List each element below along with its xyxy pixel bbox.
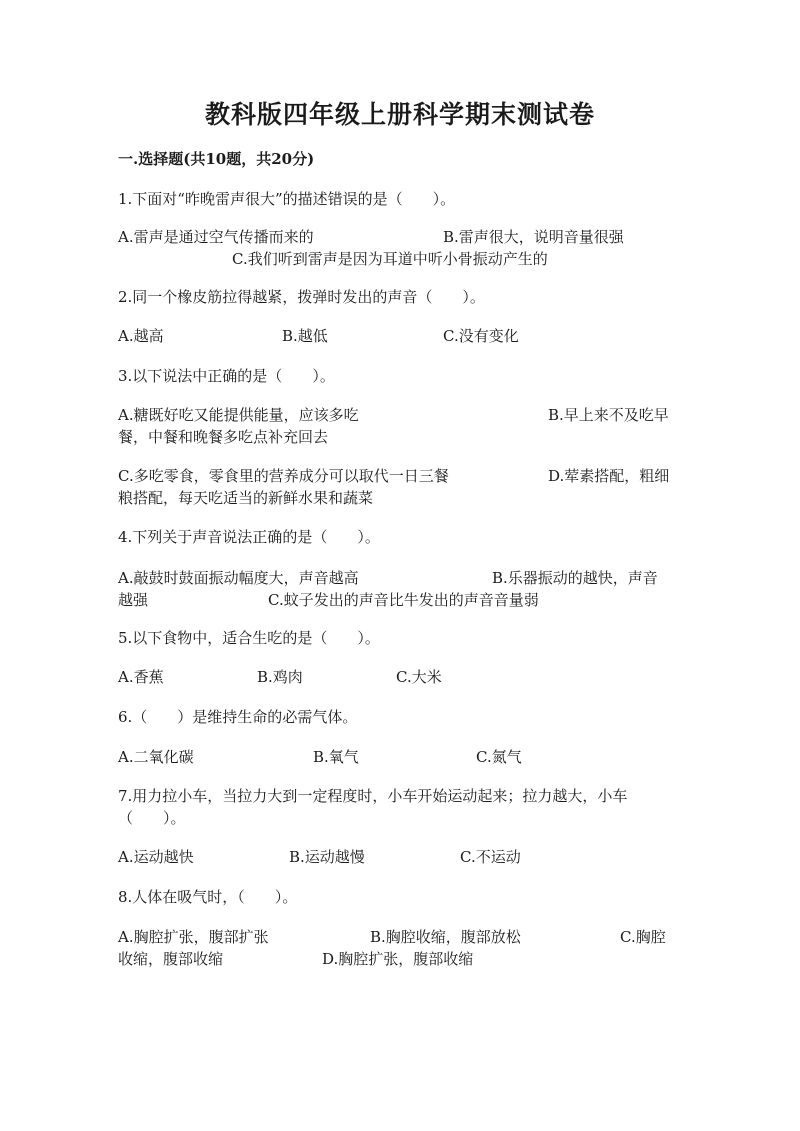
question-2-stem: 2.同一个橡皮筋拉得越紧，拨弹时发出的声音（ ）。	[118, 288, 485, 306]
question-7-option-a: A.运动越快	[118, 848, 194, 866]
question-8-option-d: D.胸腔扩张，腹部收缩	[322, 950, 474, 968]
question-3-option-c: C.多吃零食，零食里的营养成分可以取代一日三餐	[118, 467, 449, 485]
question-8-option-b: B.胸腔收缩，腹部放松	[370, 928, 521, 946]
question-3-option-d-cont: 粮搭配，每天吃适当的新鲜水果和蔬菜	[118, 489, 374, 507]
question-4-option-b-cont: 越强	[118, 591, 149, 609]
question-4-option-c: C.蚊子发出的声音比牛发出的声音音量弱	[268, 591, 539, 609]
question-4-option-b: B.乐器振动的越快，声音	[492, 569, 658, 587]
question-5-stem: 5.以下食物中，适合生吃的是（ ）。	[118, 629, 380, 647]
exam-title: 教科版四年级上册科学期末测试卷	[204, 100, 595, 129]
question-1-option-c: C.我们听到雷声是因为耳道中听小骨振动产生的	[232, 250, 548, 268]
question-4-stem: 4.下列关于声音说法正确的是（ ）。	[118, 528, 380, 546]
question-2-option-c: C.没有变化	[443, 327, 519, 345]
question-5-option-c: C.大米	[396, 668, 442, 686]
question-3-option-d: D.荤素搭配，粗细	[548, 467, 670, 485]
question-8-option-c-cont: 收缩，腹部收缩	[118, 950, 224, 968]
question-1-stem: 1.下面对“昨晚雷声很大”的描述错误的是（ ）。	[118, 190, 456, 208]
question-8-stem: 8.人体在吸气时，（ ）。	[118, 888, 298, 906]
question-6-option-b: B.氧气	[313, 748, 359, 766]
question-3-option-b: B.早上来不及吃早	[548, 406, 669, 424]
question-6-stem: 6.（ ）是维持生命的必需气体。	[118, 708, 358, 726]
section-heading: 一.选择题(共10题，共20分)	[118, 150, 315, 168]
question-3-option-a: A.糖既好吃又能提供能量，应该多吃	[118, 406, 359, 424]
question-1-option-a: A.雷声是通过空气传播而来的	[118, 228, 314, 246]
question-5-option-a: A.香蕉	[118, 668, 164, 686]
question-8-option-a: A.胸腔扩张，腹部扩张	[118, 928, 269, 946]
question-5-option-b: B.鸡肉	[257, 668, 303, 686]
question-3-option-b-cont: 餐，中餐和晚餐多吃点补充回去	[118, 428, 329, 446]
question-6-option-c: C.氮气	[476, 748, 522, 766]
question-4-option-a: A.敲鼓时鼓面振动幅度大，声音越高	[118, 569, 359, 587]
question-6-option-a: A.二氧化碳	[118, 748, 194, 766]
question-2-option-a: A.越高	[118, 327, 164, 345]
question-1-option-b: B.雷声很大，说明音量很强	[443, 228, 624, 246]
question-8-option-c: C.胸腔	[620, 928, 666, 946]
question-3-stem: 3.以下说法中正确的是（ ）。	[118, 367, 335, 385]
question-7-option-c: C.不运动	[460, 848, 521, 866]
question-7-stem-cont: （ ）。	[118, 809, 186, 827]
question-7-stem: 7.用力拉小车，当拉力大到一定程度时，小车开始运动起来；拉力越大，小车	[118, 787, 628, 805]
question-7-option-b: B.运动越慢	[289, 848, 365, 866]
question-2-option-b: B.越低	[282, 327, 328, 345]
